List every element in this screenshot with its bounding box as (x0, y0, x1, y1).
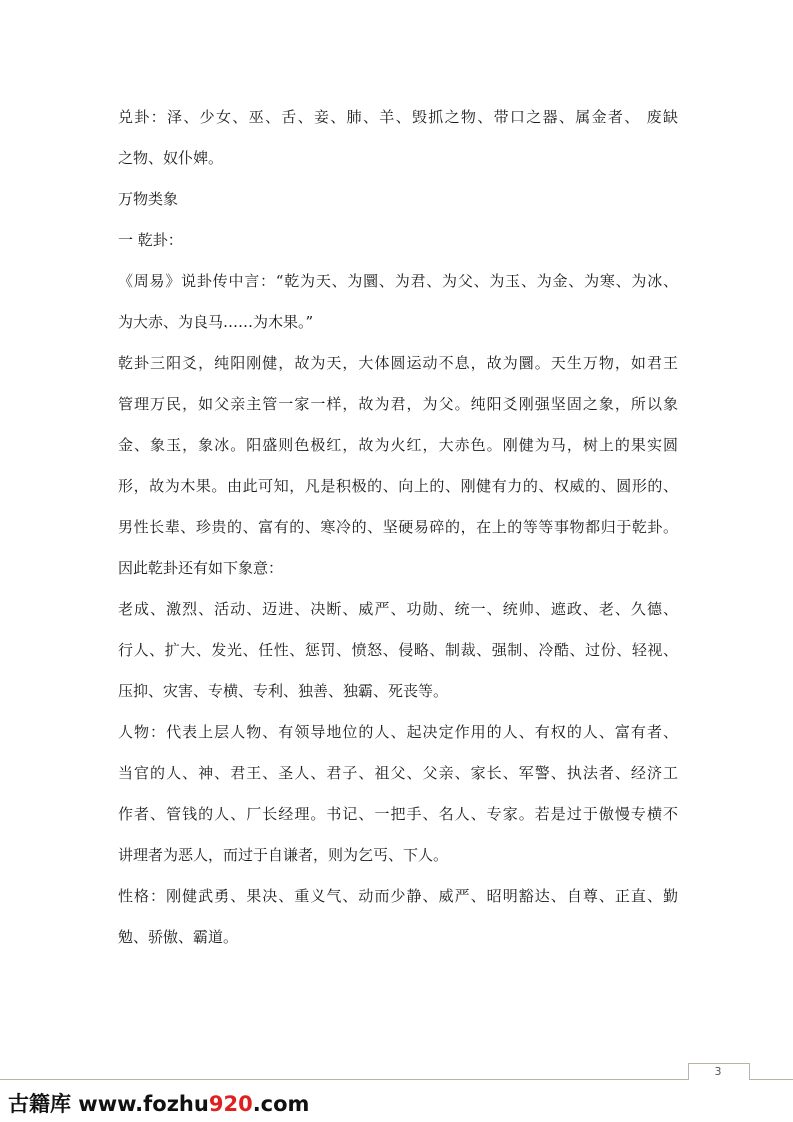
watermark-number: 920 (208, 1092, 253, 1116)
text-line: 讲理者为恶人，而过于自谦者，则为乞丐、下人。 (118, 846, 449, 864)
text-line: 因此乾卦还有如下象意： (118, 559, 284, 577)
watermark-domain: .com (252, 1092, 310, 1116)
text-line: 人物：代表上层人物、有领导地位的人、起决定作用的人、有权的人、富有者、 (118, 723, 678, 741)
text-line: 乾卦三阳爻，纯阳刚健，故为天，大体圆运动不息，故为圜。天生万物，如君王 (118, 354, 678, 372)
section-heading: 万物类象 (118, 190, 179, 208)
text-line: 作者、管钱的人、厂长经理。书记、一把手、名人、专家。若是过于傲慢专横不 (118, 805, 678, 823)
watermark-text: 古籍库 www.fozhu (8, 1092, 209, 1116)
text-line: 老成、激烈、活动、迈进、决断、威严、功勋、统一、统帅、遮政、老、久德、 (118, 600, 678, 618)
text-line: 兑卦：泽、少女、巫、舌、妾、肺、羊、毁抓之物、带口之器、属金者、 废缺 (118, 108, 678, 126)
text-line: 性格：刚健武勇、果决、重义气、动而少静、威严、昭明豁达、自尊、正直、勤 (118, 887, 678, 905)
text-line: 为大赤、为良马……为木果。” (118, 313, 314, 331)
footer-divider (0, 1079, 793, 1080)
text-line: 当官的人、神、君王、圣人、君子、祖父、父亲、家长、军警、执法者、经济工 (118, 764, 678, 782)
text-line: 管理万民，如父亲主管一家一样，故为君，为父。纯阳爻刚强坚固之象，所以象 (118, 395, 678, 413)
text-line: 行人、扩大、发光、任性、惩罚、愤怒、侵略、制裁、强制、冷酷、过份、轻视、 (118, 641, 678, 659)
text-line: 之物、奴仆婢。 (118, 149, 224, 167)
document-body (118, 104, 678, 965)
text-line: 压抑、灾害、专横、专利、独善、独霸、死丧等。 (118, 682, 449, 700)
text-line: 男性长辈、珍贵的、富有的、寒冷的、坚硬易碎的，在上的等等事物都归于乾卦。 (118, 518, 678, 536)
text-line: 《周易》说卦传中言：“乾为天、为圜、为君、为父、为玉、为金、为寒、为冰、 (118, 272, 678, 290)
text-line: 勉、骄傲、霸道。 (118, 928, 239, 946)
text-line: 形，故为木果。由此可知，凡是积极的、向上的、刚健有力的、权威的、圆形的、 (118, 477, 678, 495)
site-watermark (8, 1088, 309, 1118)
page-number: 3 (714, 1065, 722, 1078)
subsection-heading: 一 乾卦： (118, 231, 183, 249)
text-line: 金、象玉，象冰。阳盛则色极红，故为火红，大赤色。刚健为马，树上的果实圆 (118, 436, 678, 454)
